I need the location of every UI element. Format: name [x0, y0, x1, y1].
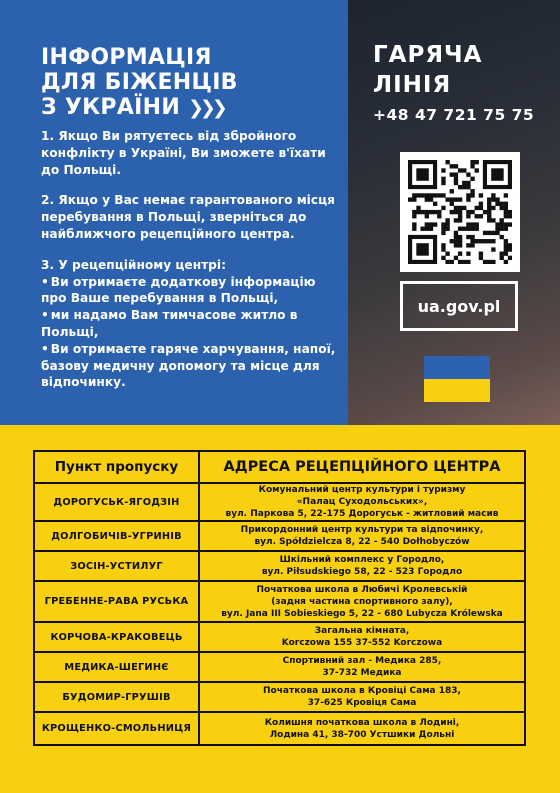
table-row	[34, 521, 525, 551]
qr-module	[483, 231, 487, 235]
qr-module	[504, 227, 508, 231]
info-panel	[0, 0, 348, 425]
qr-module	[441, 193, 445, 197]
qr-module	[466, 260, 470, 264]
qr-module	[420, 227, 424, 231]
qr-module	[454, 239, 458, 243]
qr-module	[508, 256, 512, 260]
qr-module	[500, 202, 504, 206]
qr-module	[445, 218, 449, 222]
qr-module	[450, 202, 454, 206]
qr-module	[420, 210, 424, 214]
hotline-title	[373, 40, 482, 100]
qr-module	[475, 160, 479, 164]
qr-module	[491, 231, 495, 235]
address-line: Комунальний центр культури і туризму	[258, 485, 466, 495]
qr-module	[487, 197, 491, 201]
qr-module	[441, 222, 445, 226]
qr-module	[466, 243, 470, 247]
qr-module	[475, 222, 479, 226]
qr-module	[441, 247, 445, 251]
qr-module	[500, 235, 504, 239]
paragraph-1: 1. Якщо Ви рятуєтесь від збройного конфлікту в Україні, Ви зможете в'їхати до Польщі.	[41, 129, 326, 177]
qr-module	[425, 210, 429, 214]
qr-module	[458, 227, 462, 231]
qr-module	[504, 252, 508, 256]
qr-finder-core	[416, 243, 428, 255]
table-row	[34, 652, 525, 682]
qr-module	[445, 252, 449, 256]
qr-module	[425, 227, 429, 231]
qr-module	[504, 260, 508, 264]
address-line: Колишня початкова школа в Лодині,	[264, 717, 460, 728]
paragraph-2: 2. Якщо у Вас немає гарантованого місця перебування в Польщі, зверніться до найближчого рецепційного центра.	[41, 193, 335, 241]
bullet-icon: •	[41, 341, 49, 356]
qr-module	[466, 227, 470, 231]
info-title	[41, 45, 341, 121]
qr-module	[479, 206, 483, 210]
qr-module	[462, 206, 466, 210]
table-row	[34, 622, 525, 652]
qr-module	[458, 243, 462, 247]
benefits-list	[41, 274, 339, 392]
flag-yellow-stripe	[424, 379, 490, 402]
qr-module	[466, 252, 470, 256]
qr-module	[450, 172, 454, 176]
website-link[interactable]: ua.gov.pl	[400, 281, 518, 331]
qr-module	[445, 197, 449, 201]
qr-module	[450, 189, 454, 193]
qr-module	[479, 252, 483, 256]
qr-module	[416, 206, 420, 210]
qr-module	[479, 193, 483, 197]
address-line: Шкільний комплекс у Городло,	[279, 555, 445, 565]
checkpoint-name: ДОРОГУСЬК-ЯГОДЗІН	[34, 483, 199, 521]
qr-module	[454, 181, 458, 185]
qr-module	[504, 202, 508, 206]
title-line-text: З УКРАЇНИ	[41, 95, 181, 120]
qr-module	[454, 210, 458, 214]
title-line: ІНФОРМАЦІЯ	[41, 45, 212, 70]
qr-module	[508, 214, 512, 218]
address-line: 37-625 Кровіця Сама	[307, 698, 417, 708]
qr-module	[450, 210, 454, 214]
qr-module	[445, 222, 449, 226]
qr-module	[470, 210, 474, 214]
qr-module	[479, 202, 483, 206]
qr-module	[433, 210, 437, 214]
table-body	[34, 483, 525, 745]
address-line: вул. Piłsudskiego 58, 22 - 523 Городло	[261, 567, 463, 577]
address-line: 37-732 Медика	[322, 668, 402, 678]
qr-module	[495, 227, 499, 231]
qr-module	[483, 260, 487, 264]
header-address: АДРЕСА РЕЦЕПЦІЙНОГО ЦЕНТРА	[199, 451, 525, 483]
qr-module	[425, 222, 429, 226]
qr-module	[429, 227, 433, 231]
qr-module	[479, 239, 483, 243]
qr-module	[462, 227, 466, 231]
list-item-text: Ви отримаєте додаткову інформацію про Ваше перебування в Польщі,	[41, 274, 316, 306]
qr-module	[458, 206, 462, 210]
list-item	[41, 341, 339, 391]
qr-module	[416, 193, 420, 197]
qr-module	[441, 227, 445, 231]
qr-module	[504, 193, 508, 197]
qr-module	[429, 197, 433, 201]
qr-module	[466, 210, 470, 214]
table-row	[34, 682, 525, 712]
address-line: Korczowa 155 37-552 Korczowa	[281, 638, 443, 648]
qr-module	[508, 247, 512, 251]
qr-module	[454, 172, 458, 176]
qr-module	[487, 206, 491, 210]
qr-module	[445, 227, 449, 231]
qr-module	[462, 181, 466, 185]
qr-module	[504, 222, 508, 226]
qr-module	[437, 214, 441, 218]
qr-module	[504, 210, 508, 214]
qr-module	[454, 231, 458, 235]
address-line: Початкова школа в Любичі Кролевській	[256, 584, 468, 595]
qr-module	[466, 181, 470, 185]
address-line: Загальна кімната,	[314, 626, 410, 636]
hotline-title-line: ЛІНІЯ	[373, 72, 452, 98]
reception-address	[199, 712, 525, 745]
qr-module	[491, 218, 495, 222]
qr-finder-core	[416, 168, 428, 180]
qr-module	[504, 247, 508, 251]
qr-module	[491, 206, 495, 210]
qr-module	[441, 206, 445, 210]
qr-module	[491, 260, 495, 264]
qr-module	[450, 164, 454, 168]
qr-module	[491, 197, 495, 201]
qr-module	[458, 235, 462, 239]
table-row	[34, 483, 525, 521]
bullet-icon: •	[41, 308, 49, 323]
qr-module	[462, 185, 466, 189]
qr-finder-core	[491, 168, 503, 180]
qr-module	[412, 210, 416, 214]
qr-module	[466, 214, 470, 218]
reception-address	[199, 622, 525, 652]
qr-module	[437, 210, 441, 214]
qr-module	[470, 193, 474, 197]
qr-module	[504, 214, 508, 218]
triple-chevron-right-icon: ❯❯❯	[188, 97, 224, 119]
qr-module	[458, 260, 462, 264]
hotline-panel	[348, 0, 560, 425]
qr-module	[475, 239, 479, 243]
qr-module	[458, 218, 462, 222]
qr-module	[458, 214, 462, 218]
qr-module	[470, 222, 474, 226]
title-line: ДЛЯ БІЖЕНЦІВ	[41, 70, 238, 95]
table-header-row	[34, 451, 525, 483]
checkpoint-name: КОРЧОВА-КРАКОВЕЦЬ	[34, 622, 199, 652]
checkpoint-name: ЗОСІН-УСТИЛУГ	[34, 551, 199, 581]
qr-module	[462, 260, 466, 264]
qr-module	[475, 168, 479, 172]
qr-module	[495, 202, 499, 206]
qr-module	[470, 164, 474, 168]
qr-module	[491, 247, 495, 251]
qr-module	[412, 222, 416, 226]
info-paragraphs	[41, 128, 339, 391]
qr-module	[475, 227, 479, 231]
ukraine-flag-icon	[424, 356, 490, 402]
qr-module	[470, 177, 474, 181]
qr-module	[412, 193, 416, 197]
qr-module	[470, 227, 474, 231]
qr-module	[508, 243, 512, 247]
qr-module	[420, 193, 424, 197]
bullet-icon: •	[41, 274, 49, 289]
address-line: Спортивний зал - Медика 285,	[282, 656, 442, 666]
qr-module	[491, 239, 495, 243]
reception-centers-table	[33, 450, 526, 746]
checkpoint-name: БУДОМИР-ГРУШІВ	[34, 682, 199, 712]
qr-module	[500, 218, 504, 222]
reception-address	[199, 652, 525, 682]
qr-module	[412, 197, 416, 201]
address-line: (задня частина спортивного залу),	[271, 596, 453, 607]
address-line: Початкова школа в Кровіці Сама 183,	[263, 686, 461, 696]
qr-module	[441, 168, 445, 172]
qr-module	[470, 239, 474, 243]
checkpoint-name: МЕДИКА-ШЕГИНЄ	[34, 652, 199, 682]
list-item-text: ми надамо Вам тимчасове житло в Польщі,	[41, 308, 298, 339]
qr-module	[483, 239, 487, 243]
address-line: «Палац Суходольських»,	[296, 497, 428, 507]
qr-module	[500, 256, 504, 260]
address-line: Лодина 41, 38-700 Устшики Дольні	[269, 729, 455, 740]
title-line	[41, 95, 341, 121]
qr-module	[458, 252, 462, 256]
qr-module	[408, 197, 412, 201]
qr-module	[466, 185, 470, 189]
qr-module	[458, 185, 462, 189]
qr-module	[500, 227, 504, 231]
qr-module	[441, 181, 445, 185]
qr-module	[504, 239, 508, 243]
qr-module	[454, 177, 458, 181]
qr-module	[495, 222, 499, 226]
qr-module	[412, 227, 416, 231]
qr-code[interactable]	[400, 152, 520, 272]
qr-module	[500, 222, 504, 226]
qr-module	[429, 222, 433, 226]
qr-module	[475, 206, 479, 210]
qr-module	[425, 197, 429, 201]
qr-module	[433, 222, 437, 226]
qr-module	[445, 260, 449, 264]
qr-module	[458, 239, 462, 243]
qr-module	[470, 235, 474, 239]
qr-module	[508, 222, 512, 226]
list-item-text: Ви отримаєте гаряче харчування, напої, базову медичну допомогу та місце для відпочинку.	[41, 341, 336, 390]
hotline-phone[interactable]: +48 47 721 75 75	[373, 106, 535, 124]
address-line: Прикордонний центр культури та відпочинку,	[240, 525, 484, 535]
qr-module	[487, 231, 491, 235]
checkpoint-name: ГРЕБЕННЕ-РАВА РУСЬКА	[34, 581, 199, 622]
qr-module	[429, 193, 433, 197]
address-line: вул. Паркова 5, 22-175 Дорогуськ - житловий масив	[225, 509, 499, 519]
reception-address	[199, 581, 525, 622]
qr-module	[470, 160, 474, 164]
qr-module	[487, 218, 491, 222]
reception-address	[199, 483, 525, 521]
qr-module	[495, 231, 499, 235]
qr-module	[504, 206, 508, 210]
table-row	[34, 581, 525, 622]
qr-module	[487, 202, 491, 206]
qr-module	[433, 193, 437, 197]
reception-address	[199, 551, 525, 581]
header-checkpoint: Пункт пропуску	[34, 451, 199, 483]
checkpoint-name: КРОЩЕНКО-СМОЛЬНИЦЯ	[34, 712, 199, 745]
qr-module	[450, 239, 454, 243]
qr-module	[454, 256, 458, 260]
checkpoint-table	[33, 450, 526, 746]
table-row	[34, 551, 525, 581]
reception-address	[199, 521, 525, 551]
checkpoint-name: ДОЛГОБИЧІВ-УГРИНІВ	[34, 521, 199, 551]
qr-module	[487, 239, 491, 243]
qr-module	[437, 193, 441, 197]
qr-module	[504, 243, 508, 247]
qr-module	[433, 202, 437, 206]
qr-module	[441, 256, 445, 260]
qr-module	[454, 218, 458, 222]
qr-module	[466, 197, 470, 201]
qr-module	[425, 193, 429, 197]
qr-module	[483, 210, 487, 214]
qr-module	[462, 168, 466, 172]
qr-module	[454, 206, 458, 210]
flag-blue-stripe	[424, 356, 490, 379]
qr-module	[454, 235, 458, 239]
qr-module	[450, 260, 454, 264]
hotline-title-line: ГАРЯЧА	[373, 42, 483, 68]
address-line: вул. Jana III Sobieskiego 5, 22 - 680 Lubycza Królewska	[221, 608, 503, 619]
qr-module	[441, 177, 445, 181]
list-item	[41, 274, 339, 308]
qr-code-icon	[408, 160, 512, 264]
qr-module	[466, 172, 470, 176]
qr-module	[487, 260, 491, 264]
qr-module	[508, 210, 512, 214]
qr-module	[416, 210, 420, 214]
qr-module	[445, 160, 449, 164]
qr-module	[491, 193, 495, 197]
qr-module	[454, 197, 458, 201]
qr-module	[466, 222, 470, 226]
qr-module	[450, 197, 454, 201]
qr-module	[470, 243, 474, 247]
qr-module	[466, 235, 470, 239]
qr-module	[470, 189, 474, 193]
qr-module	[479, 256, 483, 260]
qr-module	[475, 214, 479, 218]
qr-module	[487, 214, 491, 218]
qr-module	[425, 214, 429, 218]
qr-module	[487, 210, 491, 214]
qr-module	[500, 252, 504, 256]
qr-module	[458, 197, 462, 201]
qr-module	[495, 197, 499, 201]
qr-module	[479, 214, 483, 218]
qr-module	[458, 168, 462, 172]
qr-module	[441, 243, 445, 247]
qr-module	[454, 164, 458, 168]
list-item	[41, 307, 339, 341]
qr-module	[500, 206, 504, 210]
qr-module	[458, 210, 462, 214]
qr-module	[429, 210, 433, 214]
paragraph-3-heading: 3. У рецепційному центрі:	[41, 257, 226, 272]
qr-module	[412, 214, 416, 218]
reception-address	[199, 682, 525, 712]
address-line: вул. Spółdzielcza 8, 22 - 540 Dołhobyczów	[254, 537, 470, 547]
table-row	[34, 712, 525, 745]
qr-module	[454, 243, 458, 247]
qr-module	[466, 193, 470, 197]
qr-module	[441, 231, 445, 235]
paragraph-3	[41, 257, 339, 391]
